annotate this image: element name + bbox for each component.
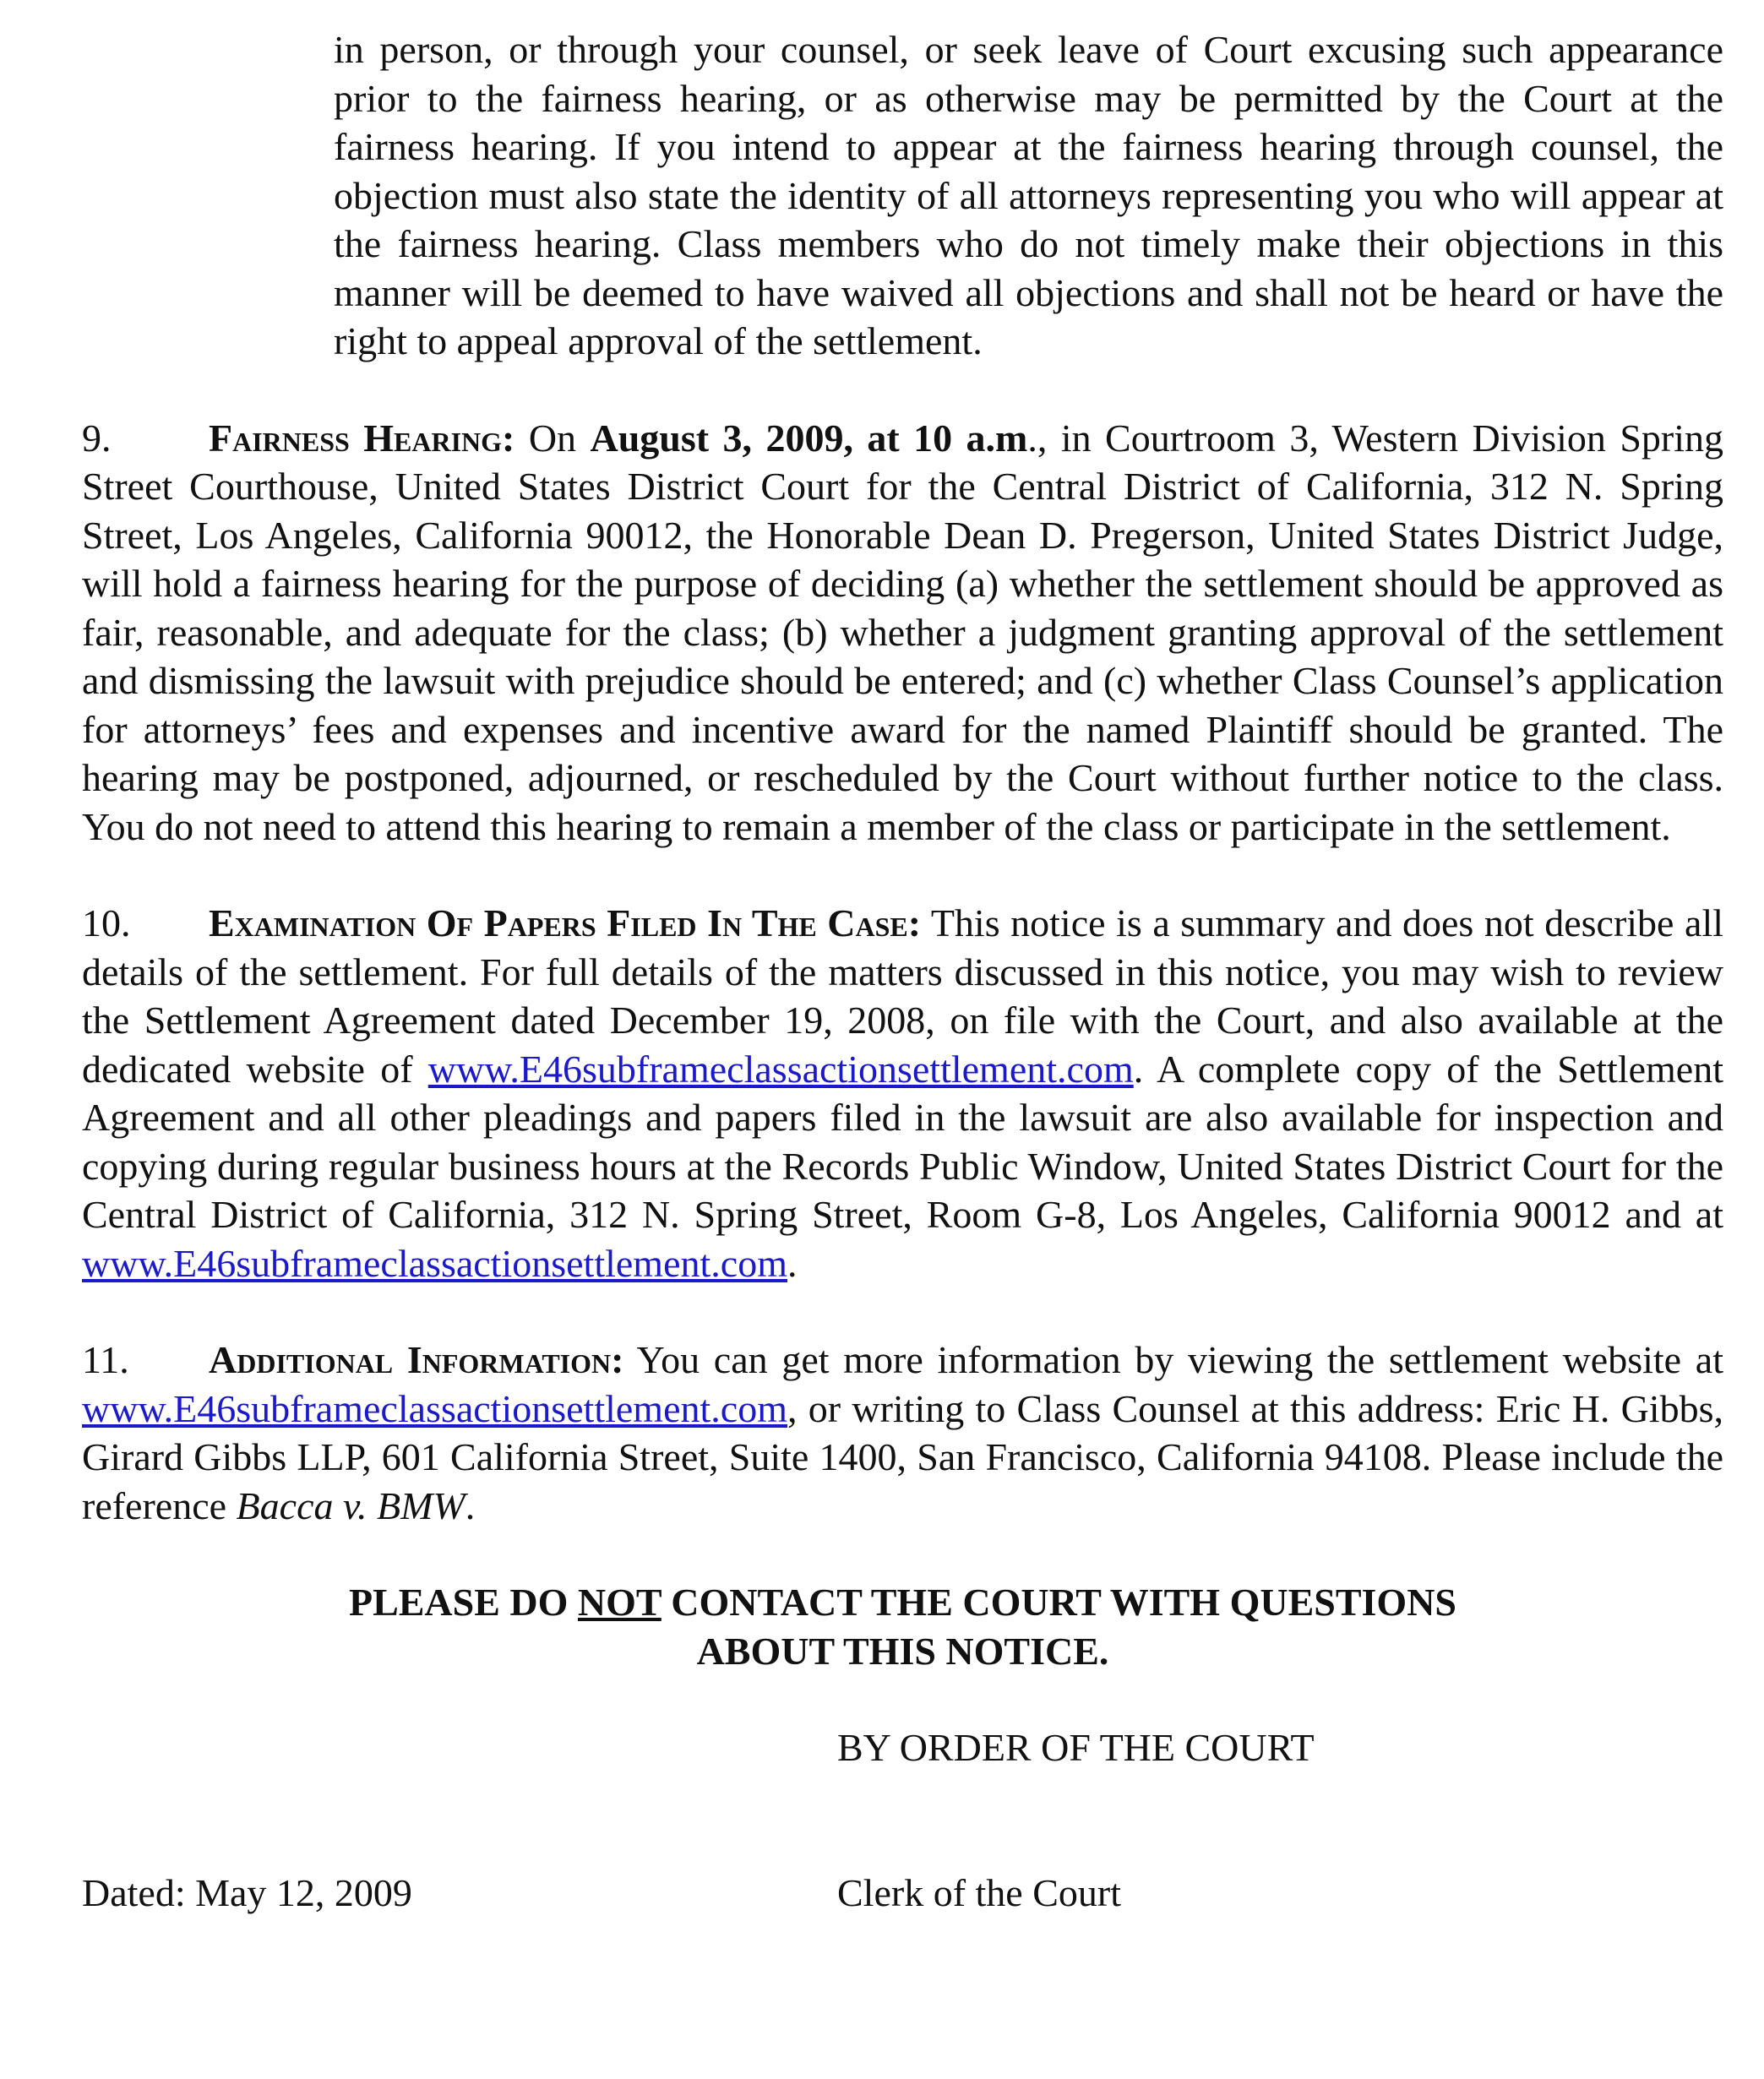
section-heading: Examination Of Papers Filed In The Case: xyxy=(209,901,922,944)
section-11-text-3: . xyxy=(465,1483,476,1527)
warning-part-1: PLEASE DO xyxy=(348,1581,569,1624)
section-heading: Fairness Hearing: xyxy=(209,416,515,460)
hearing-date: August 3, 2009, at 10 a.m xyxy=(590,416,1028,460)
section-10-text-3: . xyxy=(787,1241,798,1285)
settlement-website-link[interactable]: www.E46subframeclassactionsettlement.com xyxy=(82,1386,787,1430)
section-11-additional-information xyxy=(82,1336,1723,1530)
section-9-pre: On xyxy=(528,416,577,460)
settlement-website-link[interactable]: www.E46subframeclassactionsettlement.com xyxy=(82,1241,787,1285)
section-11-text-1: You can get more information by viewing the settlement website at xyxy=(636,1338,1723,1381)
section-9-text: ., in Courtroom 3, Western Division Spring Street Courthouse, United States District Court for the Central District of California, 312 N. Spring Street, Los Angeles, California 90012, the Honorable Dean D. Pregerson, United States District Judge, will hold a fairness hearing for the purpose of deciding (a) whether the settlement should be approved as fair, reasonable, and adequate for the class; (b) whether a judgment granting approval of the settlement and dismissing the lawsuit with prejudice should be entered; and (c) whether Class Counsel’s application for attorneys’ fees and expenses and incentive award for the named Plaintiff should be granted. The hearing may be postponed, adjourned, or rescheduled by the Court without further notice to the class. You do not need to attend this hearing to remain a member of the class or participate in the settlement. xyxy=(82,416,1724,848)
section-number: 10. xyxy=(82,901,131,944)
objection-continuation-paragraph: in person, or through your counsel, or seek leave of Court excusing such appearance prior to the fairness hearing, or as otherwise may be permitted by the Court at the fairness hearing. If you intend to appear at the fairness hearing through counsel, the objection must also state the identity of all attorneys representing you who will appear at the fairness hearing. Class members who do not timely make their objections in this manner will be deemed to have waived all objections and shall not be heard or have the right to appeal approval of the settlement. xyxy=(334,28,1723,362)
section-10-examination-of-papers xyxy=(82,899,1723,1287)
section-number: 11. xyxy=(82,1338,129,1381)
section-number: 9. xyxy=(82,416,112,460)
section-10-text-2: . A complete copy of the Settlement Agreement and all other pleadings and papers filed in the lawsuit are also available for inspection and copying during regular business hours at the Records Public Window, United States District Court for the Central District of California, 312 N. Spring Street, Room G-8, Los Angeles, California 90012 and at xyxy=(82,1047,1724,1236)
do-not-contact-warning xyxy=(82,1578,1723,1675)
section-9-fairness-hearing xyxy=(82,414,1723,852)
warning-line-2: ABOUT THIS NOTICE. xyxy=(696,1629,1109,1673)
dated-line: Dated: May 12, 2009 xyxy=(82,1870,412,1914)
document-page xyxy=(82,25,1723,1917)
warning-part-2: CONTACT THE COURT WITH QUESTIONS xyxy=(671,1581,1457,1624)
section-heading: Additional Information: xyxy=(209,1338,624,1381)
section-11-text-2: , or writing to Class Counsel at this address: Eric H. Gibbs, Girard Gibbs LLP, 601 California Street, Suite 1400, San Francisco, California 94108. Please include the reference xyxy=(82,1386,1723,1527)
signature-row xyxy=(82,1869,1723,1918)
settlement-website-link[interactable]: www.E46subframeclassactionsettlement.com xyxy=(427,1047,1134,1091)
section-10-text-1: This notice is a summary and does not describe all details of the settlement. For full details of the matters discussed in this notice, you may wish to review the Settlement Agreement dated December 19, 2008, on file with the Court, and also available at the dedicated website of xyxy=(82,901,1724,1091)
case-reference: Bacca v. BMW xyxy=(236,1483,466,1527)
by-order-of-the-court: BY ORDER OF THE COURT xyxy=(837,1726,1315,1769)
clerk-of-the-court: Clerk of the Court xyxy=(837,1870,1121,1914)
warning-not: NOT xyxy=(577,1581,662,1624)
